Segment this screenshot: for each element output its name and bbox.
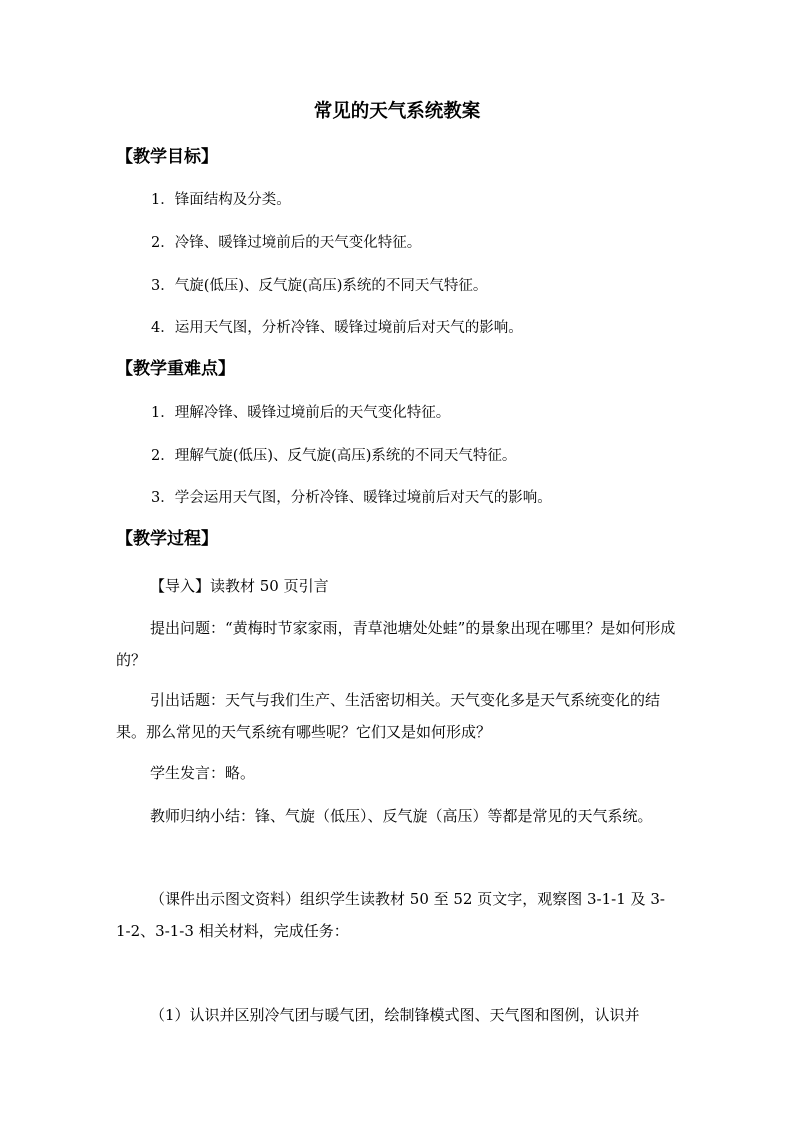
key-point-item: 2．理解气旋(低压)、反气旋(高压)系统的不同天气特征。 xyxy=(151,448,517,464)
task-item-paragraph: （1）认识并区别冷气团与暖气团，绘制锋模式图、天气图和图例，认识并 xyxy=(150,1006,640,1024)
section-heading-key-points: 【教学重难点】 xyxy=(116,359,235,379)
document-title: 常见的天气系统教案 xyxy=(313,101,481,122)
section-heading-process: 【教学过程】 xyxy=(116,529,218,549)
intro-paragraph: 【导入】读教材 50 页引言 xyxy=(150,577,329,595)
student-paragraph: 学生发言：略。 xyxy=(150,764,256,782)
task-paragraph: （课件出示图文资料）组织学生读教材 50 至 52 页文字，观察图 3-1-1 及 3-1-2、3-1-3 相关材料，完成任务： xyxy=(116,890,665,940)
section-heading-objectives: 【教学目标】 xyxy=(116,147,218,167)
objective-item: 3．气旋(低压)、反气旋(高压)系统的不同天气特征。 xyxy=(151,278,488,294)
topic-paragraph: 引出话题：天气与我们生产、生活密切相关。天气变化多是天气系统变化的结果。那么常见的天气系统有哪些呢？它们又是如何形成？ xyxy=(116,691,661,741)
summary-paragraph: 教师归纳小结：锋、气旋（低压）、反气旋（高压）等都是常见的天气系统。 xyxy=(150,807,653,825)
objective-item: 4．运用天气图，分析冷锋、暖锋过境前后对天气的影响。 xyxy=(151,320,523,336)
objective-item: 1．锋面结构及分类。 xyxy=(151,192,291,208)
objective-item: 2．冷锋、暖锋过境前后的天气变化特征。 xyxy=(151,235,422,251)
question-paragraph: 提出问题：“黄梅时节家家雨，青草池塘处处蛙”的景象出现在哪里？是如何形成的？ xyxy=(116,619,676,669)
key-point-item: 1．理解冷锋、暖锋过境前后的天气变化特征。 xyxy=(151,405,451,421)
key-point-item: 3．学会运用天气图，分析冷锋、暖锋过境前后对天气的影响。 xyxy=(151,490,552,506)
